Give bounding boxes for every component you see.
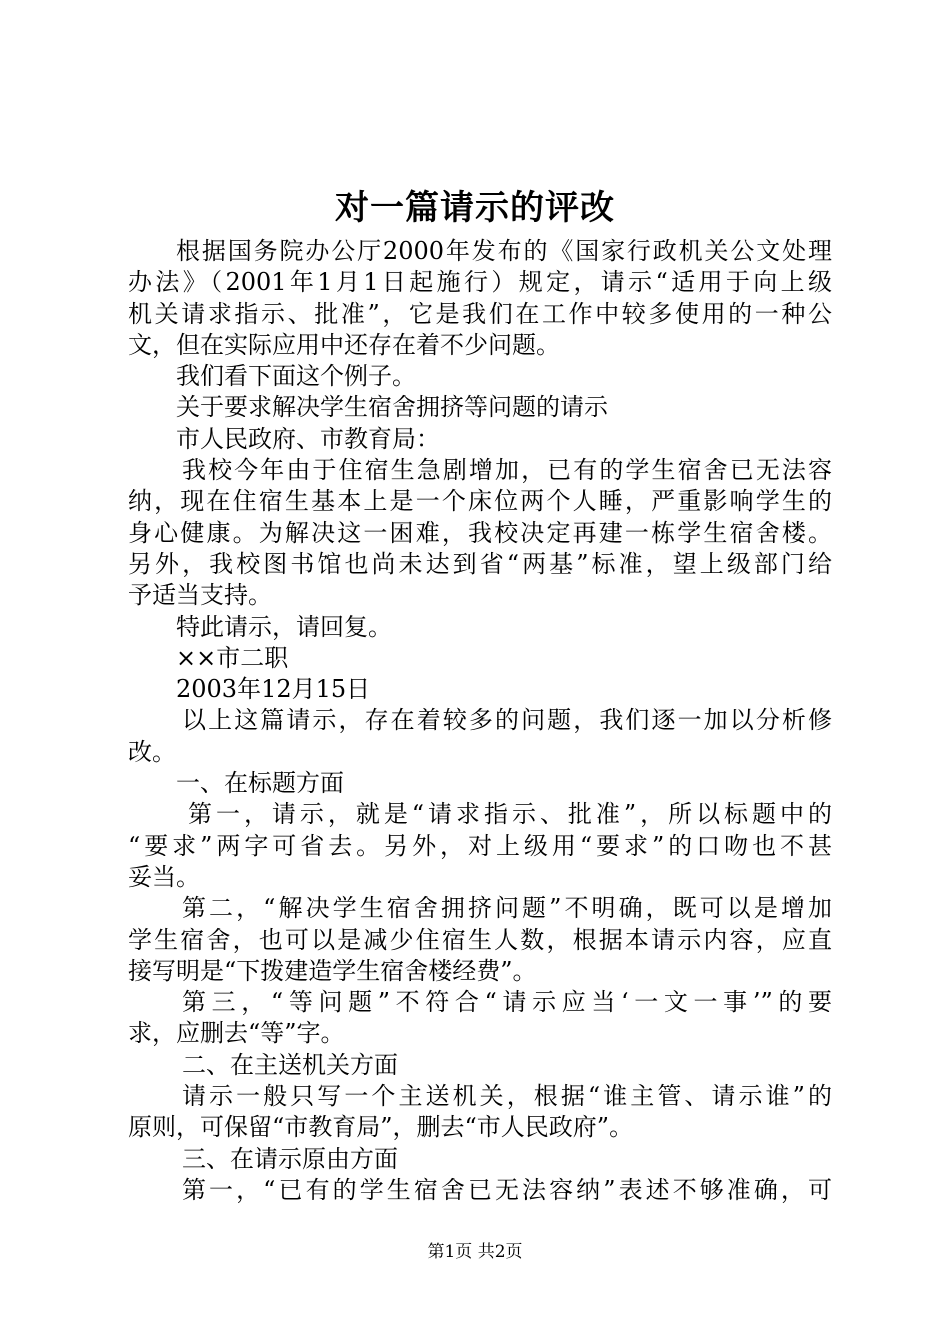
paragraph-line: 第一，请示，就是“请求指示、批准”，所以标题中的 <box>188 800 832 829</box>
paragraph-line: 第一，“已有的学生宿舍已无法容纳”表述不够准确，可 <box>182 1175 832 1204</box>
paragraph-line: 学生宿舍，也可以是减少住宿生人数，根据本请示内容，应直 <box>128 925 832 954</box>
paragraph-line: 请示一般只写一个主送机关，根据“谁主管、请示谁”的 <box>182 1082 832 1111</box>
paragraph-line: 第二，“解决学生宿舍拥挤问题”不明确，既可以是增加 <box>182 894 832 923</box>
paragraph-line: ××市二职 <box>176 643 289 672</box>
document-body <box>128 236 832 1206</box>
section-heading: 二、在主送机关方面 <box>182 1050 398 1079</box>
paragraph-line: 求，应删去“等”字。 <box>128 1019 345 1048</box>
paragraph-line: 根据国务院办公厅2000年发布的《国家行政机关公文处理 <box>176 237 832 265</box>
paragraph-line: 予适当支持。 <box>128 581 272 610</box>
paragraph-line: 我们看下面这个例子。 <box>176 362 416 391</box>
paragraph-line: 2003年12月15日 <box>176 675 371 704</box>
paragraph-line: 以上这篇请示，存在着较多的问题，我们逐一加以分析修 <box>182 706 832 735</box>
paragraph-line: 纳，现在住宿生基本上是一个床位两个人睡，严重影响学生的 <box>128 487 832 516</box>
paragraph-line: 办法》（2001年1月1日起施行）规定，请示“适用于向上级 <box>128 268 832 297</box>
paragraph-line: 关于要求解决学生宿舍拥挤等问题的请示 <box>176 393 608 422</box>
paragraph-line: 特此请示，请回复。 <box>176 612 392 641</box>
paragraph-line: 机关请求指示、批准”，它是我们在工作中较多使用的一种公 <box>128 299 832 328</box>
paragraph-line: 另外，我校图书馆也尚未达到省“两基”标准，望上级部门给 <box>128 549 832 578</box>
document-title: 对一篇请示的评改 <box>335 188 615 228</box>
paragraph-line: 文，但在实际应用中还存在着不少问题。 <box>128 330 560 359</box>
section-heading: 一、在标题方面 <box>176 769 344 798</box>
paragraph-line: 原则，可保留“市教育局”，删去“市人民政府”。 <box>128 1113 634 1142</box>
paragraph-line: 妥当。 <box>128 862 200 891</box>
section-heading: 三、在请示原由方面 <box>182 1144 398 1173</box>
paragraph-line: 第三，“等问题”不符合“请示应当‘一文一事’”的要 <box>182 988 832 1017</box>
paragraph-line: 身心健康。为解决这一困难，我校决定再建一栋学生宿舍楼。 <box>128 518 832 547</box>
paragraph-line: “要求”两字可省去。另外，对上级用“要求”的口吻也不甚 <box>128 831 832 860</box>
paragraph-line: 接写明是“下拨建造学生宿舍楼经费”。 <box>128 956 537 985</box>
paragraph-line: 改。 <box>128 737 176 766</box>
paragraph-line: 市人民政府、市教育局： <box>176 424 440 453</box>
page-footer: 第1页 共2页 <box>427 1242 523 1262</box>
paragraph-line: 我校今年由于住宿生急剧增加，已有的学生宿舍已无法容 <box>182 456 832 485</box>
